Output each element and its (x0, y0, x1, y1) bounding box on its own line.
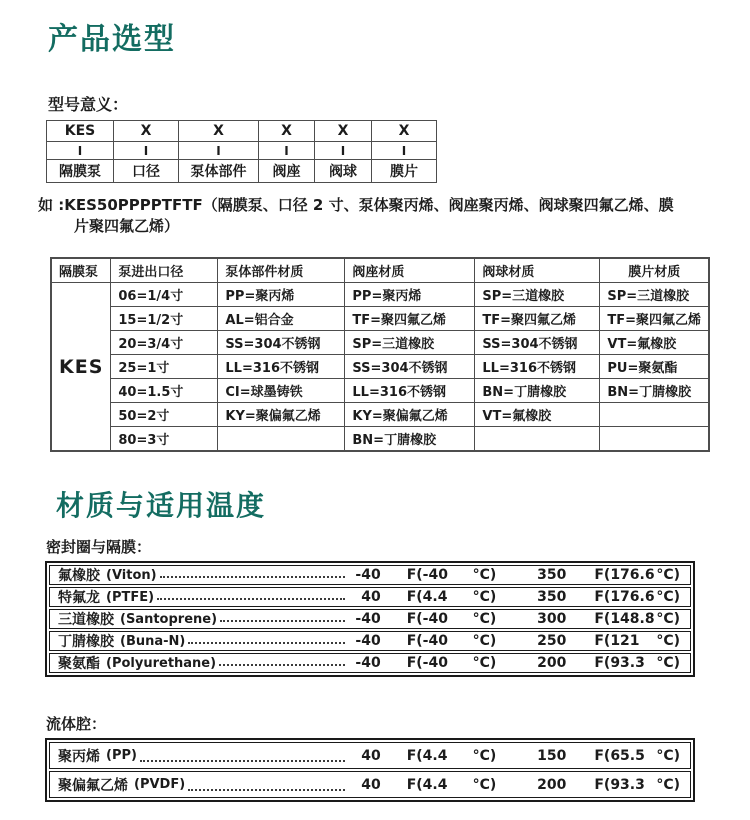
selection-cell: VT=氟橡胶 (600, 331, 709, 355)
section-title: 材质与适用温度 (56, 489, 267, 522)
celsius-close: °C) (656, 747, 680, 764)
selection-cell: BN=丁腈橡胶 (345, 427, 475, 452)
model-code-cell: KES (47, 121, 114, 142)
selection-cell: AL=铝合金 (218, 307, 345, 331)
model-code-cell: X (315, 121, 372, 142)
selection-header-cell: 阀球材质 (475, 258, 600, 283)
material-row (49, 653, 691, 673)
dotted-leader (188, 642, 344, 644)
celsius-close: °C) (472, 655, 497, 671)
celsius-close: °C) (472, 611, 497, 627)
selection-cell: LL=316不锈钢 (475, 355, 600, 379)
material-name-en: (Santoprene) (120, 611, 218, 627)
selection-cell: TF=聚四氟乙烯 (345, 307, 475, 331)
selection-row (51, 283, 709, 307)
celsius-close: °C) (656, 776, 680, 793)
celsius-open: F( (594, 747, 611, 764)
model-name-cell: 泵体部件 (179, 160, 259, 183)
selection-cell: 15=1/2寸 (111, 307, 218, 331)
selection-cell (218, 427, 345, 452)
dotted-leader (160, 576, 345, 578)
model-pipe-cell: I (259, 142, 315, 160)
dotted-leader (188, 789, 345, 791)
catalog-page (0, 14, 750, 820)
min-celsius-value: -40 (422, 567, 448, 583)
model-name-cell: 隔膜泵 (47, 160, 114, 183)
celsius-close: °C) (656, 567, 680, 583)
selection-row (51, 427, 709, 452)
min-celsius-value: 4.4 (422, 589, 448, 605)
model-code-cell: X (114, 121, 179, 142)
material-row (49, 771, 691, 798)
material-row (49, 587, 691, 607)
seal-section-label: 密封圈与隔膜： (46, 538, 152, 556)
min-celsius-value: 4.4 (422, 747, 448, 764)
selection-cell: SP=三道橡胶 (475, 283, 600, 307)
celsius-open: F( (406, 776, 423, 793)
example-text (38, 195, 750, 237)
model-pipe-cell: I (114, 142, 179, 160)
min-fahrenheit-value: 40 (361, 589, 381, 605)
selection-cell: 06=1/4寸 (111, 283, 218, 307)
celsius-open: F( (406, 747, 423, 764)
selection-cell: LL=316不锈钢 (218, 355, 345, 379)
material-name-en: (PP) (106, 748, 137, 763)
celsius-open: F( (594, 567, 611, 583)
model-pipe-cell: I (372, 142, 437, 160)
selection-cell: KY=聚偏氟乙烯 (345, 403, 475, 427)
celsius-close: °C) (472, 776, 497, 793)
material-name-en: (PVDF) (134, 777, 186, 792)
min-celsius-value: -40 (422, 655, 448, 671)
max-fahrenheit-value: 200 (537, 655, 567, 671)
selection-cell: SS=304不锈钢 (218, 331, 345, 355)
fluid-temp-table (45, 738, 695, 802)
selection-row (51, 355, 709, 379)
min-celsius-value: -40 (422, 633, 448, 649)
model-pipe-cell: I (179, 142, 259, 160)
selection-cell: 80=3寸 (111, 427, 218, 452)
celsius-open: F( (594, 633, 611, 649)
selection-cell: PP=聚丙烯 (218, 283, 345, 307)
celsius-open: F( (406, 589, 423, 605)
selection-cell: TF=聚四氟乙烯 (600, 307, 709, 331)
celsius-open: F( (406, 655, 423, 671)
selection-row (51, 379, 709, 403)
model-name-cell: 阀座 (259, 160, 315, 183)
max-celsius-value: 93.3 (610, 655, 645, 671)
model-code-row (47, 121, 437, 142)
material-name-cn: 特氟龙 (58, 590, 100, 606)
max-celsius-value: 176.6 (610, 567, 655, 583)
dotted-leader (157, 598, 345, 600)
model-meaning-label: 型号意义： (48, 95, 129, 114)
selection-cell (600, 427, 709, 452)
material-row (49, 631, 691, 651)
model-code-cell: X (179, 121, 259, 142)
material-name-cn: 氟橡胶 (58, 568, 100, 584)
max-fahrenheit-value: 200 (537, 776, 567, 793)
material-name-cn: 三道橡胶 (58, 612, 114, 628)
model-pipe-cell: I (47, 142, 114, 160)
selection-header-cell: 阀座材质 (345, 258, 475, 283)
celsius-close: °C) (656, 655, 680, 671)
selection-header-cell: 泵进出口径 (111, 258, 218, 283)
selection-cell: BN=丁腈橡胶 (475, 379, 600, 403)
material-name-en: (PTFE) (106, 589, 155, 605)
material-name-en: (Viton) (106, 567, 157, 583)
dotted-leader (140, 760, 345, 762)
seal-temp-table (45, 561, 695, 677)
max-fahrenheit-value: 250 (537, 633, 567, 649)
celsius-close: °C) (656, 633, 680, 649)
celsius-close: °C) (656, 611, 680, 627)
selection-cell: PU=聚氨酯 (600, 355, 709, 379)
dotted-leader (220, 620, 345, 622)
model-name-cell: 膜片 (372, 160, 437, 183)
selection-cell: KY=聚偏氟乙烯 (218, 403, 345, 427)
fluid-section-label: 流体腔： (46, 715, 107, 733)
min-fahrenheit-value: -40 (355, 633, 381, 649)
page-title: 产品选型 (48, 22, 176, 57)
example-line-2: 片聚四氟乙烯） (74, 217, 180, 235)
material-name-cn: 丁腈橡胶 (58, 634, 114, 650)
celsius-open: F( (406, 633, 423, 649)
celsius-close: °C) (472, 589, 497, 605)
max-fahrenheit-value: 150 (537, 747, 567, 764)
selection-cell: VT=氟橡胶 (475, 403, 600, 427)
celsius-close: °C) (656, 589, 680, 605)
min-fahrenheit-value: -40 (355, 655, 381, 671)
model-pipe-cell: I (315, 142, 372, 160)
selection-cell (475, 427, 600, 452)
selection-cell: LL=316不锈钢 (345, 379, 475, 403)
material-row (49, 742, 691, 769)
model-table (46, 120, 437, 183)
min-fahrenheit-value: -40 (355, 611, 381, 627)
celsius-open: F( (406, 611, 423, 627)
model-pipe-row (47, 142, 437, 160)
selection-cell: 50=2寸 (111, 403, 218, 427)
model-name-cell: 阀球 (315, 160, 372, 183)
material-row (49, 609, 691, 629)
selection-header-cell: 膜片材质 (600, 258, 709, 283)
celsius-open: F( (594, 611, 611, 627)
selection-row (51, 331, 709, 355)
series-cell: KES (51, 283, 111, 452)
selection-row (51, 307, 709, 331)
material-row (49, 565, 691, 585)
model-code-cell: X (372, 121, 437, 142)
min-fahrenheit-value: 40 (361, 776, 381, 793)
min-celsius-value: -40 (422, 611, 448, 627)
selection-cell: SP=三道橡胶 (600, 283, 709, 307)
material-name-cn: 聚氨酯 (58, 656, 100, 672)
material-name-cn: 聚丙烯 (58, 748, 100, 765)
celsius-close: °C) (472, 633, 497, 649)
example-line-1: 如 :KES50PPPPTFTF（隔膜泵、口径 2 寸、泵体聚丙烯、阀座聚丙烯、阀球聚四氟乙烯、膜 (38, 196, 674, 214)
selection-cell: BN=丁腈橡胶 (600, 379, 709, 403)
max-celsius-value: 65.5 (610, 747, 645, 764)
max-fahrenheit-value: 350 (537, 589, 567, 605)
material-name-cn: 聚偏氟乙烯 (58, 777, 128, 794)
celsius-close: °C) (472, 747, 497, 764)
selection-cell (600, 403, 709, 427)
max-celsius-value: 121 (610, 633, 640, 649)
selection-cell: TF=聚四氟乙烯 (475, 307, 600, 331)
model-code-cell: X (259, 121, 315, 142)
material-name-en: (Buna-N) (120, 633, 186, 649)
selection-header-cell: 泵体部件材质 (218, 258, 345, 283)
selection-cell: PP=聚丙烯 (345, 283, 475, 307)
model-name-row (47, 160, 437, 183)
celsius-open: F( (594, 655, 611, 671)
selection-table (50, 257, 710, 452)
selection-cell: 25=1寸 (111, 355, 218, 379)
selection-cell: 20=3/4寸 (111, 331, 218, 355)
min-celsius-value: 4.4 (422, 776, 448, 793)
min-fahrenheit-value: 40 (361, 747, 381, 764)
celsius-open: F( (594, 589, 611, 605)
min-fahrenheit-value: -40 (355, 567, 381, 583)
selection-cell: CI=球墨铸铁 (218, 379, 345, 403)
selection-cell: SS=304不锈钢 (475, 331, 600, 355)
max-celsius-value: 148.8 (610, 611, 655, 627)
max-fahrenheit-value: 300 (537, 611, 567, 627)
max-celsius-value: 93.3 (610, 776, 645, 793)
selection-header-cell: 隔膜泵 (51, 258, 111, 283)
celsius-open: F( (594, 776, 611, 793)
model-name-cell: 口径 (114, 160, 179, 183)
dotted-leader (219, 664, 345, 666)
selection-cell: SS=304不锈钢 (345, 355, 475, 379)
selection-cell: SP=三道橡胶 (345, 331, 475, 355)
celsius-open: F( (406, 567, 423, 583)
max-celsius-value: 176.6 (610, 589, 655, 605)
selection-cell: 40=1.5寸 (111, 379, 218, 403)
material-name-en: (Polyurethane) (106, 655, 217, 671)
selection-header-row (51, 258, 709, 283)
selection-row (51, 403, 709, 427)
celsius-close: °C) (472, 567, 497, 583)
max-fahrenheit-value: 350 (537, 567, 567, 583)
